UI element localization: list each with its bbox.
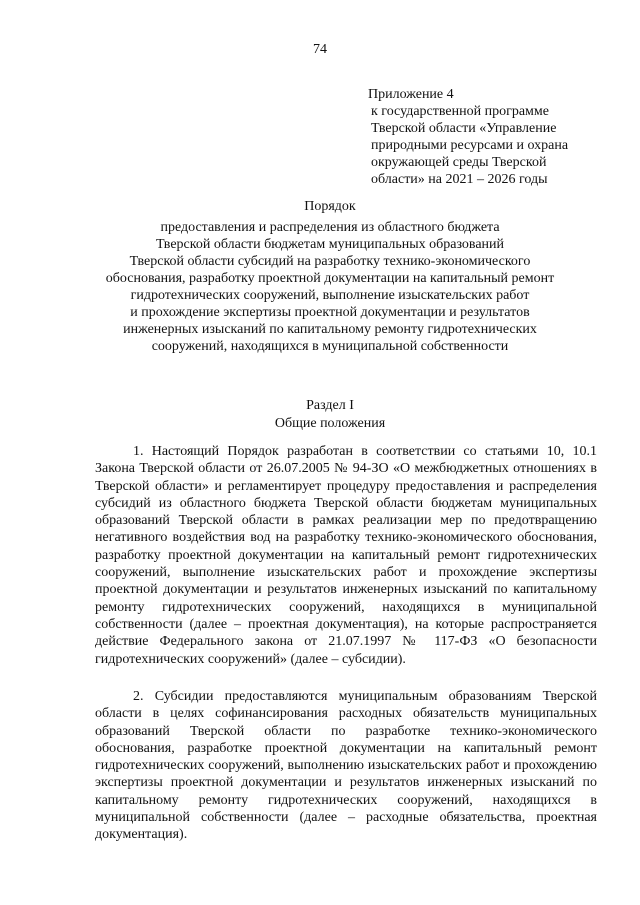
annex-line: области» на 2021 – 2026 годы	[371, 172, 548, 187]
annex-line: Тверской области «Управление	[371, 121, 557, 136]
document-description	[60, 219, 600, 355]
description-line: Тверской области субсидий на разработку технико-экономического	[129, 254, 531, 269]
page-number: 74	[313, 42, 327, 57]
annex-block	[368, 86, 621, 188]
description-line: гидротехнических сооружений, выполнение изыскательских работ	[130, 288, 530, 303]
annex-line: Приложение 4	[368, 87, 454, 102]
document-title: Порядок	[304, 199, 356, 214]
paragraph-2: 2. Субсидии предоставляются муниципальным образованиям Тверской области в целях софинансирования расходных обязательств муниципальных образований Тверской области по разработке технико-экономического обоснования, разработке проектной документации на капитальный ремонт гидротехнических сооружений, выполнению изыскательских работ и прохождению экспертизы проектной документации и результатов инженерных изысканий по капитальному ремонту гидротехнических сооружений, находящихся в муниципальной собственности (далее – расходные обязательства, проектная документация).	[95, 689, 597, 843]
description-line: и прохождение экспертизы проектной документации и результатов	[130, 305, 530, 320]
description-line: обоснования, разработку проектной документации на капитальный ремонт	[105, 271, 555, 286]
annex-line: к государственной программе	[371, 104, 549, 119]
annex-line: природными ресурсами и охрана	[371, 138, 569, 153]
description-line: Тверской области бюджетам муниципальных образований	[155, 237, 505, 252]
paragraph-1: 1. Настоящий Порядок разработан в соответствии со статьями 10, 10.1 Закона Тверской области от 26.07.2005 № 94-ЗО «О межбюджетных отношениях в Тверской области» и регламентирует процедуру предоставления и распределения субсидий из областного бюджета Тверской области бюджетам муниципальных образований Тверской области в рамках реализации мер по предотвращению негативного воздействия вод на разработку технико-экономического обоснования, разработку проектной документации на капитальный ремонт гидротехнических сооружений, выполнение изыскательских работ и прохождение экспертизы проектной документации и результатов инженерных изысканий по капитальному ремонту гидротехнических сооружений, находящихся в муниципальной собственности (далее – проектная документация), на которые распространяется действие Федерального закона от 21.07.1997 № 117-ФЗ «О безопасности гидротехнических сооружений» (далее – субсидии).	[95, 444, 597, 667]
section-title: Раздел I	[306, 398, 354, 413]
section-subtitle: Общие положения	[274, 416, 386, 431]
annex-line: окружающей среды Тверской	[371, 155, 547, 170]
description-line: предоставления и распределения из областного бюджета	[160, 220, 500, 235]
description-line: инженерных изысканий по капитальному ремонту гидротехнических	[123, 322, 537, 337]
description-line: сооружений, находящихся в муниципальной собственности	[151, 339, 509, 354]
